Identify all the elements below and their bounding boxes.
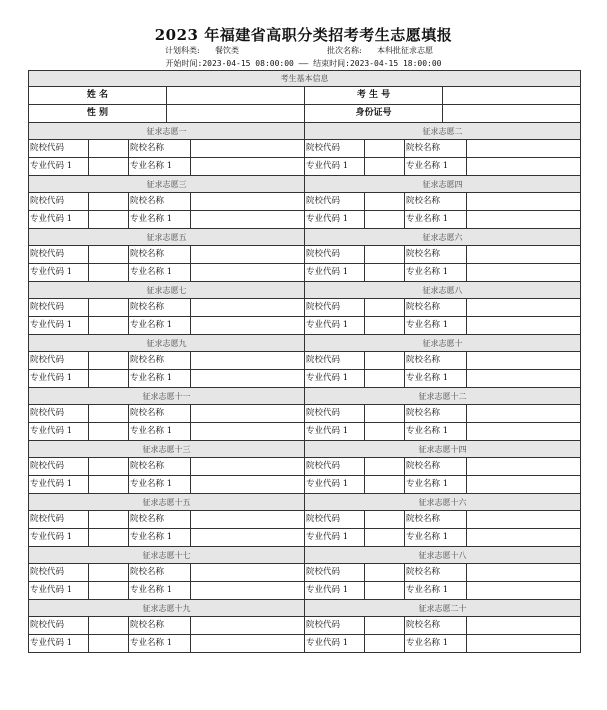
major-row xyxy=(29,264,581,282)
school-code-label: 院校代码 xyxy=(29,617,89,635)
major-name-label: 专业名称 1 xyxy=(405,264,467,282)
school-name-label: 院校名称 xyxy=(405,617,467,635)
school-name-label: 院校名称 xyxy=(129,617,191,635)
school-name-input[interactable] xyxy=(191,246,305,264)
choice-header: 征求志愿十一 xyxy=(29,388,305,405)
major-code-label: 专业代码 1 xyxy=(305,476,365,494)
school-code-input[interactable] xyxy=(89,458,129,476)
major-code-input[interactable] xyxy=(365,582,405,600)
major-code-label: 专业代码 1 xyxy=(305,158,365,176)
school-name-input[interactable] xyxy=(467,511,581,529)
school-row xyxy=(29,246,581,264)
exam-number-label: 考 生 号 xyxy=(305,87,443,105)
batch-name-value: 本科批征求志愿 xyxy=(377,46,433,55)
choice-pair-header-row xyxy=(29,176,581,193)
school-name-label: 院校名称 xyxy=(405,299,467,317)
school-name-input[interactable] xyxy=(467,299,581,317)
school-code-input[interactable] xyxy=(89,193,129,211)
basic-info-header: 考生基本信息 xyxy=(29,71,581,87)
school-code-label: 院校代码 xyxy=(305,140,365,158)
school-code-input[interactable] xyxy=(365,246,405,264)
school-code-label: 院校代码 xyxy=(305,564,365,582)
name-input[interactable] xyxy=(167,87,305,105)
start-time-label: 开始时间: xyxy=(165,59,203,68)
gender-label: 性 别 xyxy=(29,105,167,123)
major-name-label: 专业名称 1 xyxy=(129,317,191,335)
major-name-label: 专业名称 1 xyxy=(405,211,467,229)
major-name-input[interactable] xyxy=(191,370,305,388)
choice-header: 征求志愿二 xyxy=(305,123,581,140)
choice-pair-header-row xyxy=(29,600,581,617)
school-code-input[interactable] xyxy=(365,193,405,211)
choice-header: 征求志愿十六 xyxy=(305,494,581,511)
choice-header: 征求志愿八 xyxy=(305,282,581,299)
major-row xyxy=(29,158,581,176)
choice-header: 征求志愿十三 xyxy=(29,441,305,458)
choice-header: 征求志愿二十 xyxy=(305,600,581,617)
time-dash: —— xyxy=(298,59,309,68)
major-row xyxy=(29,529,581,547)
major-row xyxy=(29,635,581,653)
major-name-label: 专业名称 1 xyxy=(129,158,191,176)
school-code-input[interactable] xyxy=(89,617,129,635)
major-name-input[interactable] xyxy=(467,635,581,653)
school-name-input[interactable] xyxy=(191,405,305,423)
choice-header: 征求志愿十四 xyxy=(305,441,581,458)
major-name-label: 专业名称 1 xyxy=(405,582,467,600)
school-code-label: 院校代码 xyxy=(29,352,89,370)
major-name-input[interactable] xyxy=(191,582,305,600)
start-time-value: 2023-04-15 08:00:00 xyxy=(202,59,294,68)
school-name-input[interactable] xyxy=(467,405,581,423)
major-name-input[interactable] xyxy=(191,264,305,282)
major-row xyxy=(29,423,581,441)
choice-pair-header-row xyxy=(29,229,581,246)
major-code-label: 专业代码 1 xyxy=(305,582,365,600)
school-code-label: 院校代码 xyxy=(305,458,365,476)
major-code-input[interactable] xyxy=(365,370,405,388)
school-name-label: 院校名称 xyxy=(129,299,191,317)
plan-batch-line xyxy=(0,45,607,57)
choices-area xyxy=(29,123,581,653)
school-name-input[interactable] xyxy=(191,352,305,370)
choice-pair-header-row xyxy=(29,441,581,458)
choice-pair-header-row xyxy=(29,388,581,405)
school-code-input[interactable] xyxy=(365,458,405,476)
school-code-label: 院校代码 xyxy=(305,246,365,264)
school-code-label: 院校代码 xyxy=(29,193,89,211)
school-name-input[interactable] xyxy=(191,617,305,635)
major-name-label: 专业名称 1 xyxy=(129,423,191,441)
school-code-label: 院校代码 xyxy=(29,299,89,317)
choice-header: 征求志愿四 xyxy=(305,176,581,193)
school-code-label: 院校代码 xyxy=(29,140,89,158)
major-code-input[interactable] xyxy=(365,423,405,441)
school-name-input[interactable] xyxy=(191,511,305,529)
school-code-input[interactable] xyxy=(365,564,405,582)
school-name-label: 院校名称 xyxy=(129,352,191,370)
major-code-input[interactable] xyxy=(89,211,129,229)
major-code-input[interactable] xyxy=(89,635,129,653)
major-name-label: 专业名称 1 xyxy=(129,529,191,547)
school-code-input[interactable] xyxy=(89,299,129,317)
choice-header: 征求志愿十九 xyxy=(29,600,305,617)
school-code-label: 院校代码 xyxy=(29,564,89,582)
school-name-label: 院校名称 xyxy=(129,564,191,582)
major-code-input[interactable] xyxy=(89,158,129,176)
school-name-input[interactable] xyxy=(467,352,581,370)
school-code-input[interactable] xyxy=(89,405,129,423)
choice-header: 征求志愿十二 xyxy=(305,388,581,405)
major-name-input[interactable] xyxy=(467,317,581,335)
major-name-label: 专业名称 1 xyxy=(129,476,191,494)
school-name-input[interactable] xyxy=(467,246,581,264)
major-name-label: 专业名称 1 xyxy=(129,370,191,388)
choice-pair-header-row xyxy=(29,494,581,511)
major-code-label: 专业代码 1 xyxy=(305,529,365,547)
end-time-label: 结束时间: xyxy=(313,59,350,68)
choice-header: 征求志愿五 xyxy=(29,229,305,246)
major-code-label: 专业代码 1 xyxy=(305,211,365,229)
school-code-label: 院校代码 xyxy=(29,246,89,264)
school-code-input[interactable] xyxy=(365,617,405,635)
major-code-input[interactable] xyxy=(89,423,129,441)
school-name-input[interactable] xyxy=(467,140,581,158)
major-name-input[interactable] xyxy=(467,529,581,547)
school-code-label: 院校代码 xyxy=(305,299,365,317)
major-name-label: 专业名称 1 xyxy=(405,529,467,547)
major-code-label: 专业代码 1 xyxy=(305,370,365,388)
school-name-input[interactable] xyxy=(191,140,305,158)
major-code-label: 专业代码 1 xyxy=(29,529,89,547)
major-code-label: 专业代码 1 xyxy=(29,476,89,494)
school-code-input[interactable] xyxy=(89,140,129,158)
school-name-input[interactable] xyxy=(191,193,305,211)
major-name-input[interactable] xyxy=(191,211,305,229)
school-row xyxy=(29,564,581,582)
school-name-label: 院校名称 xyxy=(405,246,467,264)
major-name-input[interactable] xyxy=(191,317,305,335)
plan-category-label: 计划科类: xyxy=(165,46,200,55)
school-name-label: 院校名称 xyxy=(405,352,467,370)
time-line xyxy=(0,58,607,69)
major-code-label: 专业代码 1 xyxy=(29,582,89,600)
major-code-input[interactable] xyxy=(89,370,129,388)
school-code-input[interactable] xyxy=(365,299,405,317)
major-code-label: 专业代码 1 xyxy=(29,635,89,653)
major-name-input[interactable] xyxy=(467,370,581,388)
choice-header: 征求志愿七 xyxy=(29,282,305,299)
choice-header: 征求志愿十五 xyxy=(29,494,305,511)
choice-pair-header-row xyxy=(29,123,581,140)
choice-header: 征求志愿十七 xyxy=(29,547,305,564)
exam-number-input[interactable] xyxy=(443,87,581,105)
school-code-label: 院校代码 xyxy=(29,458,89,476)
major-code-input[interactable] xyxy=(365,529,405,547)
choice-pair-header-row xyxy=(29,282,581,299)
school-name-label: 院校名称 xyxy=(405,193,467,211)
major-name-label: 专业名称 1 xyxy=(129,582,191,600)
basic-info-header-row xyxy=(29,71,581,87)
basic-info-row-1 xyxy=(29,87,581,105)
major-code-label: 专业代码 1 xyxy=(305,317,365,335)
plan-category-value: 餐饮类 xyxy=(215,46,239,55)
school-code-input[interactable] xyxy=(89,352,129,370)
major-code-input[interactable] xyxy=(365,317,405,335)
major-code-input[interactable] xyxy=(89,264,129,282)
major-name-input[interactable] xyxy=(467,211,581,229)
major-code-input[interactable] xyxy=(365,158,405,176)
school-code-input[interactable] xyxy=(89,511,129,529)
major-name-input[interactable] xyxy=(467,476,581,494)
school-code-label: 院校代码 xyxy=(29,405,89,423)
major-row xyxy=(29,211,581,229)
school-code-label: 院校代码 xyxy=(305,617,365,635)
choice-header: 征求志愿十八 xyxy=(305,547,581,564)
id-number-input[interactable] xyxy=(443,105,581,123)
school-row xyxy=(29,140,581,158)
major-row xyxy=(29,317,581,335)
school-row xyxy=(29,617,581,635)
major-name-label: 专业名称 1 xyxy=(405,317,467,335)
end-time-value: 2023-04-15 18:00:00 xyxy=(349,59,442,68)
choice-pair-header-row xyxy=(29,335,581,352)
school-name-label: 院校名称 xyxy=(129,246,191,264)
school-row xyxy=(29,511,581,529)
school-code-label: 院校代码 xyxy=(305,193,365,211)
id-number-label: 身份证号 xyxy=(305,105,443,123)
school-code-input[interactable] xyxy=(365,511,405,529)
major-code-input[interactable] xyxy=(89,529,129,547)
major-code-label: 专业代码 1 xyxy=(305,423,365,441)
school-name-label: 院校名称 xyxy=(405,405,467,423)
major-code-label: 专业代码 1 xyxy=(29,317,89,335)
major-code-label: 专业代码 1 xyxy=(305,635,365,653)
major-name-label: 专业名称 1 xyxy=(405,635,467,653)
major-name-input[interactable] xyxy=(467,423,581,441)
major-name-input[interactable] xyxy=(467,158,581,176)
school-code-input[interactable] xyxy=(89,564,129,582)
school-name-label: 院校名称 xyxy=(129,405,191,423)
major-name-input[interactable] xyxy=(191,529,305,547)
major-code-input[interactable] xyxy=(89,582,129,600)
school-name-label: 院校名称 xyxy=(405,458,467,476)
major-code-input[interactable] xyxy=(89,476,129,494)
school-row xyxy=(29,193,581,211)
major-code-label: 专业代码 1 xyxy=(29,264,89,282)
choice-pair-header-row xyxy=(29,547,581,564)
major-row xyxy=(29,582,581,600)
school-name-label: 院校名称 xyxy=(405,511,467,529)
school-name-label: 院校名称 xyxy=(129,193,191,211)
school-name-input[interactable] xyxy=(191,458,305,476)
major-code-input[interactable] xyxy=(365,476,405,494)
school-code-label: 院校代码 xyxy=(305,352,365,370)
application-form xyxy=(28,70,581,653)
choice-header: 征求志愿一 xyxy=(29,123,305,140)
school-name-input[interactable] xyxy=(467,617,581,635)
choice-header: 征求志愿九 xyxy=(29,335,305,352)
school-name-label: 院校名称 xyxy=(129,140,191,158)
school-row xyxy=(29,299,581,317)
page-title: 2023 年福建省高职分类招考考生志愿填报 xyxy=(154,26,453,44)
major-name-label: 专业名称 1 xyxy=(405,476,467,494)
school-code-label: 院校代码 xyxy=(29,511,89,529)
basic-info-row-2 xyxy=(29,105,581,123)
major-code-label: 专业代码 1 xyxy=(29,370,89,388)
major-code-label: 专业代码 1 xyxy=(29,211,89,229)
major-row xyxy=(29,476,581,494)
major-name-input[interactable] xyxy=(191,635,305,653)
major-code-label: 专业代码 1 xyxy=(29,423,89,441)
name-label: 姓 名 xyxy=(29,87,167,105)
school-code-label: 院校代码 xyxy=(305,511,365,529)
school-code-input[interactable] xyxy=(89,246,129,264)
major-name-input[interactable] xyxy=(467,582,581,600)
major-row xyxy=(29,370,581,388)
school-name-input[interactable] xyxy=(467,193,581,211)
major-code-input[interactable] xyxy=(365,635,405,653)
school-name-label: 院校名称 xyxy=(129,458,191,476)
school-row xyxy=(29,458,581,476)
school-code-input[interactable] xyxy=(365,352,405,370)
major-code-input[interactable] xyxy=(365,211,405,229)
major-name-label: 专业名称 1 xyxy=(129,635,191,653)
major-name-input[interactable] xyxy=(191,476,305,494)
school-name-label: 院校名称 xyxy=(129,511,191,529)
school-name-input[interactable] xyxy=(191,299,305,317)
major-name-input[interactable] xyxy=(191,423,305,441)
school-name-input[interactable] xyxy=(467,564,581,582)
major-name-label: 专业名称 1 xyxy=(405,370,467,388)
major-code-input[interactable] xyxy=(365,264,405,282)
major-name-label: 专业名称 1 xyxy=(129,264,191,282)
major-name-label: 专业名称 1 xyxy=(129,211,191,229)
school-row xyxy=(29,352,581,370)
choice-header: 征求志愿六 xyxy=(305,229,581,246)
batch-name-label: 批次名称: xyxy=(327,46,362,55)
school-code-input[interactable] xyxy=(365,140,405,158)
school-row xyxy=(29,405,581,423)
school-name-input[interactable] xyxy=(467,458,581,476)
choice-header: 征求志愿三 xyxy=(29,176,305,193)
school-code-label: 院校代码 xyxy=(305,405,365,423)
major-name-input[interactable] xyxy=(191,158,305,176)
school-name-label: 院校名称 xyxy=(405,564,467,582)
school-name-label: 院校名称 xyxy=(405,140,467,158)
major-code-input[interactable] xyxy=(89,317,129,335)
school-code-input[interactable] xyxy=(365,405,405,423)
choice-header: 征求志愿十 xyxy=(305,335,581,352)
major-code-label: 专业代码 1 xyxy=(305,264,365,282)
major-name-label: 专业名称 1 xyxy=(405,158,467,176)
major-name-input[interactable] xyxy=(467,264,581,282)
major-name-label: 专业名称 1 xyxy=(405,423,467,441)
school-name-input[interactable] xyxy=(191,564,305,582)
major-code-label: 专业代码 1 xyxy=(29,158,89,176)
gender-input[interactable] xyxy=(167,105,305,123)
